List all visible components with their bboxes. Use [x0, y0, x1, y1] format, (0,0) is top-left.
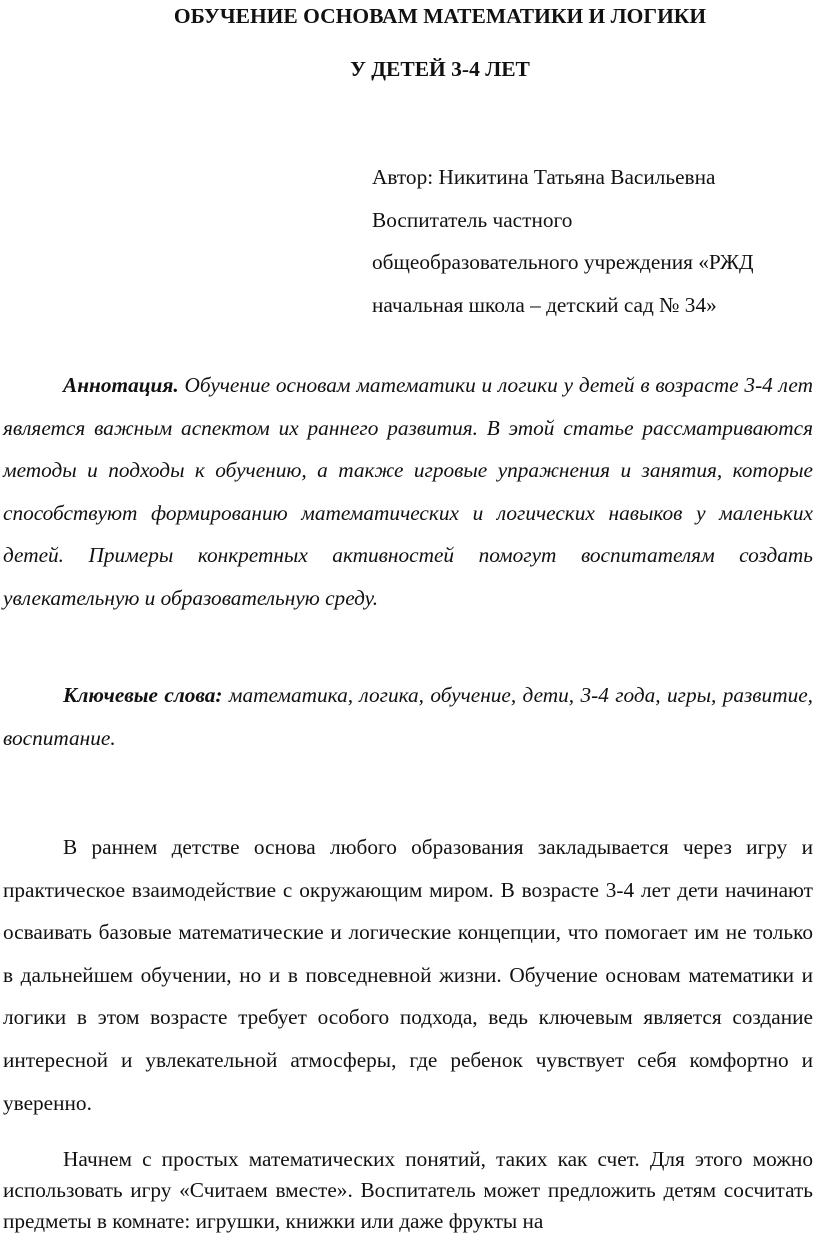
body-paragraph-1: В раннем детстве основа любого образования закладывается через игру и практическое взаимодействие с окружающим миром. В возрасте 3-4 лет дети начинают осваивать базовые математические и логические концепции, что помогает им не только в дальнейшем обучении, но и в повседневной жизни. Обучение основам математики и логики в этом возрасте требует особого подхода, ведь ключевым является создание интересной и увлекательной атмосферы, где ребенок чувствует себя комфортно и уверенно. — [3, 835, 813, 1115]
author-block — [372, 156, 816, 326]
document-title-line-1: ОБУЧЕНИЕ ОСНОВАМ МАТЕМАТИКИ И ЛОГИКИ — [173, 4, 707, 28]
annotation-label: Аннотация. — [63, 373, 179, 397]
body-paragraph-2: Начнем с простых математических понятий, таких как счет. Для этого можно использовать игру «Считаем вместе». Воспитатель может предложить детям сосчитать предметы в комнате: игрушки, книжки или даже фрукты на — [3, 1147, 813, 1233]
keywords-paragraph — [3, 674, 813, 759]
author-organization-1: общеобразовательного учреждения «РЖД — [372, 250, 754, 275]
author-position: Воспитатель частного — [372, 207, 573, 232]
annotation-text: Обучение основам математики и логики у детей в возрасте 3-4 лет является важным аспектом их раннего развития. В этой статье рассматриваются методы и подходы к обучению, а также игровые упражнения и занятия, которые способствуют формированию математических и логических навыков у маленьких детей. Примеры конкретных активностей помогут воспитателям создать увлекательную и образовательную среду. — [3, 373, 813, 610]
keywords-label: Ключевые слова: — [63, 683, 223, 707]
annotation-paragraph — [3, 364, 813, 620]
author-name: Автор: Никитина Татьяна Васильевна — [372, 165, 716, 189]
keywords-text: математика, логика, обучение, дети, 3-4 года, игры, развитие, воспитание. — [3, 683, 813, 750]
document-title-line-2: У ДЕТЕЙ 3-4 ЛЕТ — [350, 57, 530, 81]
author-organization-2: начальная школа – детский сад № 34» — [372, 292, 717, 317]
